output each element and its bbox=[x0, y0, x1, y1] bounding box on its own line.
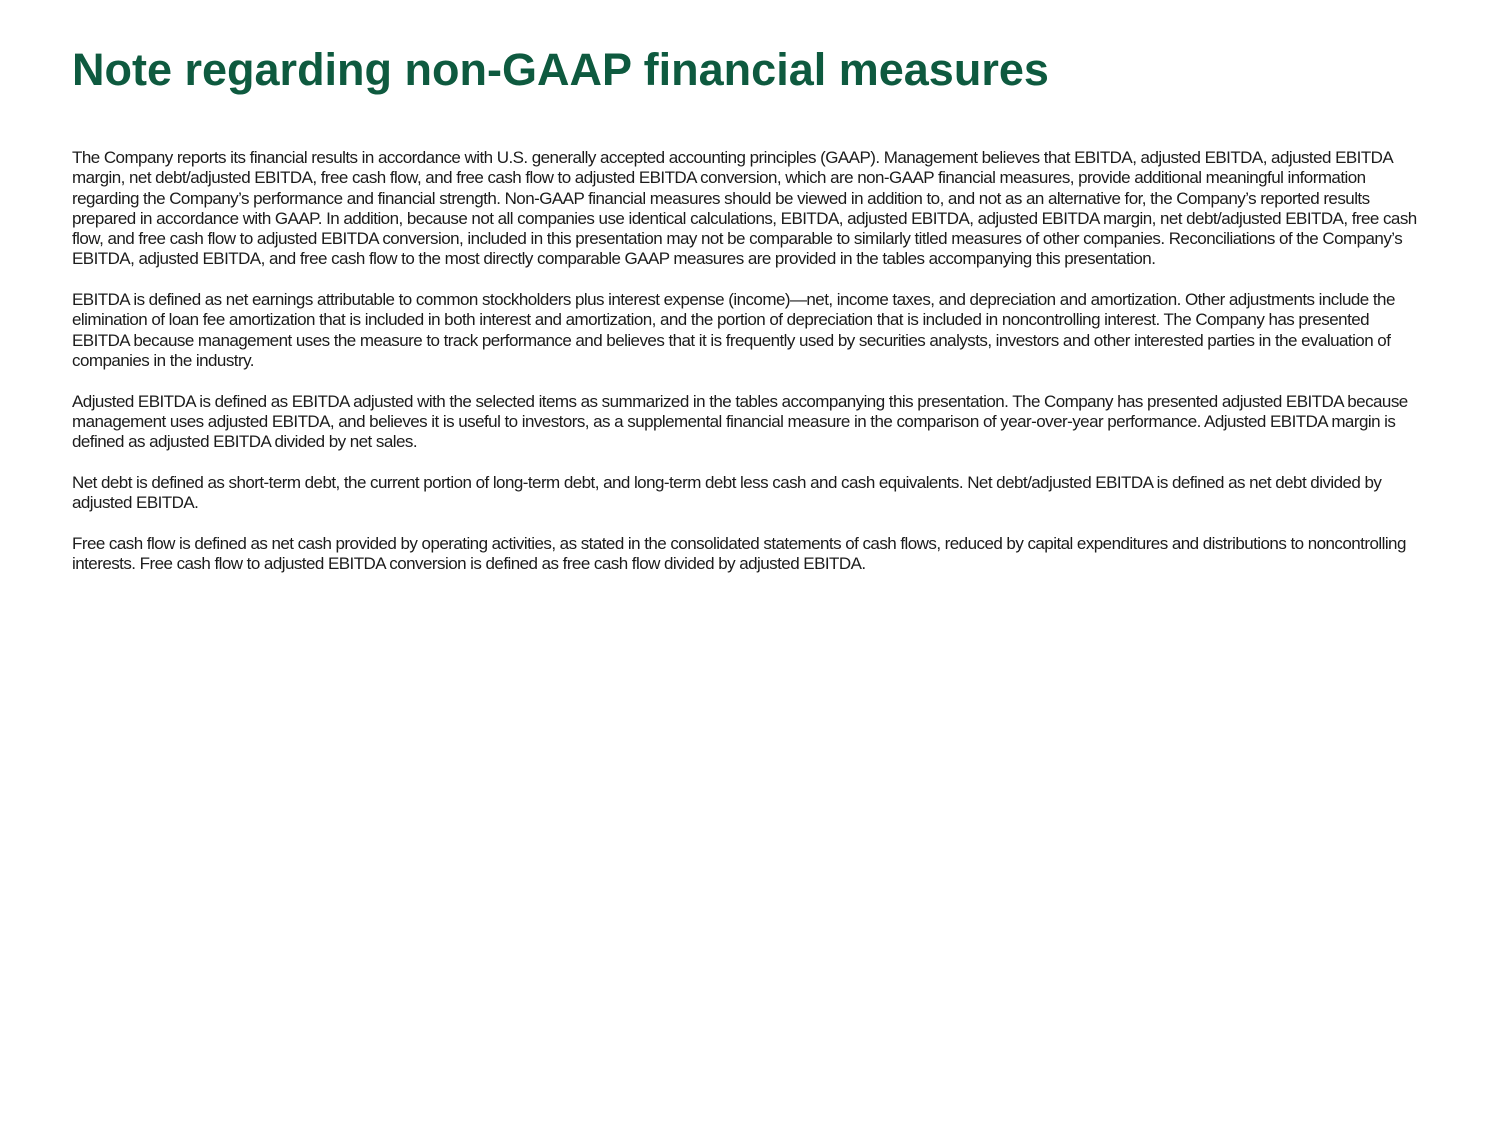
paragraph-ebitda-definition: EBITDA is defined as net earnings attributable to common stockholders plus interest expense (income)—net, income taxes, and depreciation and amortization. Other adjustments include the elimination of loan fee amortization that is included in both interest and amortization, and the portion of depreciation that is included in noncontrolling interest. The Company has presented EBITDA because management uses the measure to track performance and believes that it is frequently used by securities analysts, investors and other interested parties in the evaluation of companies in the industry. bbox=[72, 290, 1395, 371]
page-title: Note regarding non-GAAP financial measures bbox=[72, 44, 1049, 95]
slide-body bbox=[72, 148, 1427, 595]
paragraph-gaap-overview: The Company reports its financial results in accordance with U.S. generally accepted accounting principles (GAAP). Management believes that EBITDA, adjusted EBITDA, adjusted EBITDA margin, net debt/adjusted EBITDA, free cash flow, and free cash flow to adjusted EBITDA conversion, which are non-GAAP financial measures, provide additional meaningful information regarding the Company’s performance and financial strength. Non-GAAP financial measures should be viewed in addition to, and not as an alternative for, the Company’s reported results prepared in accordance with GAAP. In addition, because not all companies use identical calculations, EBITDA, adjusted EBITDA, adjusted EBITDA margin, net debt/adjusted EBITDA, free cash flow, and free cash flow to adjusted EBITDA conversion, included in this presentation may not be comparable to similarly titled measures of other companies. Reconciliations of the Company’s EBITDA, adjusted EBITDA, and free cash flow to the most directly comparable GAAP measures are provided in the tables accompanying this presentation. bbox=[72, 148, 1417, 269]
paragraph-free-cash-flow-definition: Free cash flow is defined as net cash provided by operating activities, as stated in the consolidated statements of cash flows, reduced by capital expenditures and distributions to noncontrolling interests. Free cash flow to adjusted EBITDA conversion is defined as free cash flow divided by adjusted EBITDA. bbox=[72, 534, 1406, 574]
paragraph-adjusted-ebitda-definition: Adjusted EBITDA is defined as EBITDA adjusted with the selected items as summarized in the tables accompanying this presentation. The Company has presented adjusted EBITDA because management uses adjusted EBITDA, and believes it is useful to investors, as a supplemental financial measure in the comparison of year-over-year performance. Adjusted EBITDA margin is defined as adjusted EBITDA divided by net sales. bbox=[72, 391, 1408, 452]
paragraph-net-debt-definition: Net debt is defined as short-term debt, the current portion of long-term debt, and long-term debt less cash and cash equivalents. Net debt/adjusted EBITDA is defined as net debt divided by adjusted EBITDA. bbox=[72, 473, 1382, 513]
